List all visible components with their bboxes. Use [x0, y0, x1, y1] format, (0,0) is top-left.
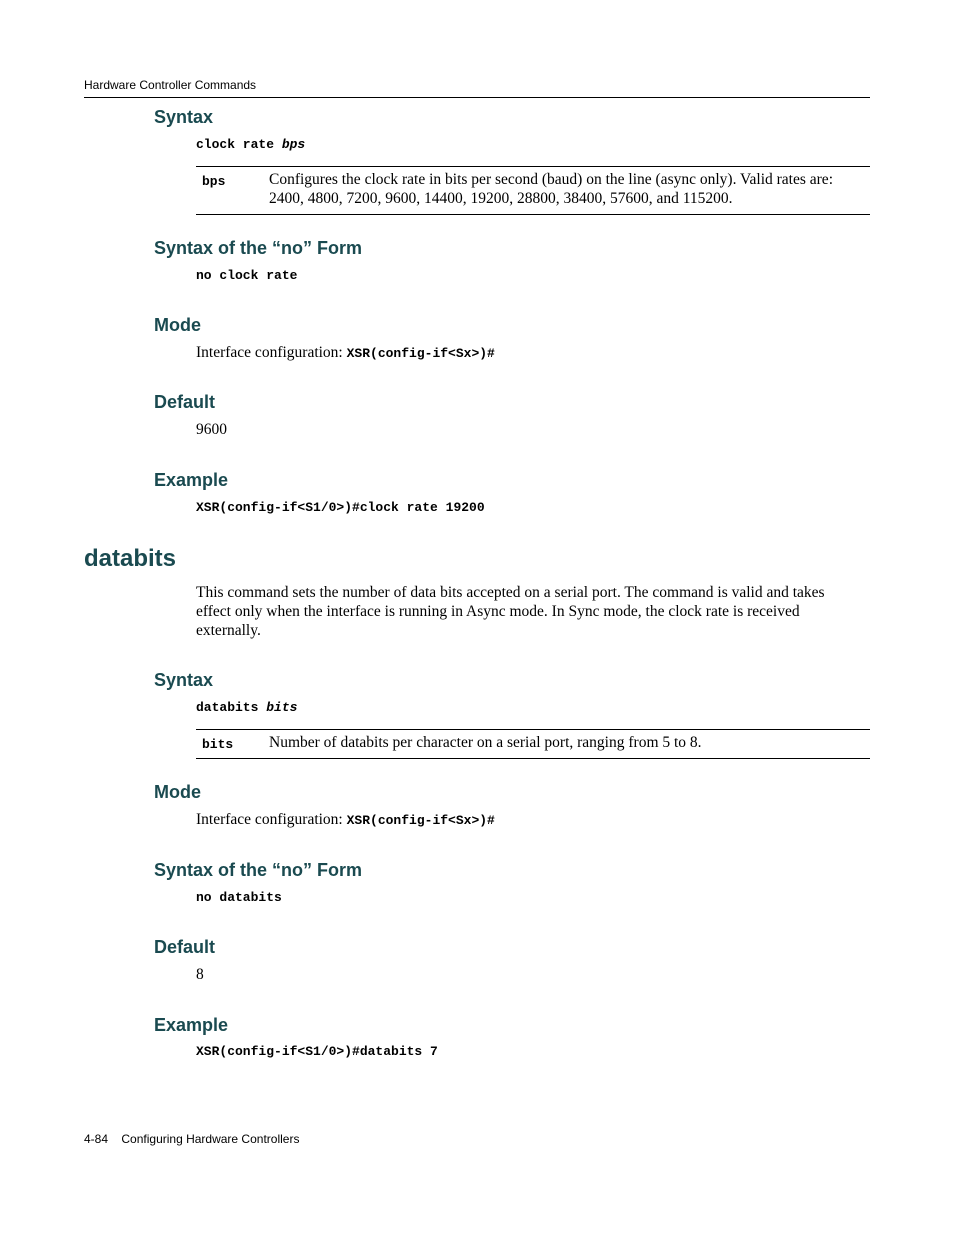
- example-heading: Example: [154, 1015, 229, 1035]
- mode-heading: Mode: [154, 315, 201, 335]
- no-form-heading: Syntax of the “no” Form: [154, 238, 363, 258]
- example-heading: Example: [154, 470, 229, 490]
- mode-heading: Mode: [154, 782, 201, 802]
- footer-section: Configuring Hardware Controllers: [121, 1132, 300, 1146]
- page-number: 4-84: [84, 1132, 109, 1146]
- mode-prompt: XSR(config-if<Sx>)#: [346, 813, 495, 828]
- default-value: 8: [196, 966, 204, 983]
- default-heading: Default: [154, 937, 216, 957]
- parameter-name: bps: [202, 174, 226, 189]
- syntax-command-text: databits: [196, 700, 259, 715]
- syntax-heading: Syntax: [154, 670, 214, 690]
- mode-prompt: XSR(config-if<Sx>)#: [346, 346, 495, 361]
- syntax-command-text: clock rate: [196, 137, 275, 152]
- no-form-heading: Syntax of the “no” Form: [154, 860, 363, 880]
- syntax-heading: Syntax: [154, 107, 214, 127]
- example-command: XSR(config-if<S1/0>)#clock rate 19200: [196, 500, 485, 515]
- section-description: This command sets the number of data bits accepted on a serial port. The command is valid and takes effect only when the interface is running in Async mode. In Sync mode, the clock rate is received externally.: [196, 584, 825, 639]
- no-form-command: no clock rate: [196, 268, 298, 283]
- default-heading: Default: [154, 392, 216, 412]
- mode-text: [196, 343, 495, 363]
- running-header: [84, 78, 870, 98]
- running-header-title: Hardware Controller Commands: [84, 78, 257, 92]
- syntax-command: [196, 700, 297, 715]
- parameter-name: bits: [202, 737, 234, 752]
- mode-label: Interface configuration:: [196, 811, 347, 828]
- running-footer: [84, 1132, 299, 1146]
- syntax-argument: bits: [266, 700, 298, 715]
- parameter-table: [196, 166, 870, 215]
- parameter-description: Number of databits per character on a serial port, ranging from 5 to 8.: [269, 734, 702, 751]
- syntax-argument: bps: [281, 137, 306, 152]
- no-form-command: no databits: [196, 890, 282, 905]
- mode-label: Interface configuration:: [196, 344, 347, 361]
- syntax-command: [196, 137, 305, 152]
- parameter-description: Configures the clock rate in bits per second (baud) on the line (async only). Valid rates are: 2400, 4800, 7200, 9600, 14400, 19200, 28800, 38400, 57600, and 115200.: [269, 171, 833, 207]
- mode-text: [196, 810, 495, 830]
- parameter-table: [196, 729, 870, 759]
- default-value: 9600: [196, 421, 227, 438]
- example-command: XSR(config-if<S1/0>)#databits 7: [196, 1044, 438, 1059]
- section-title: databits: [84, 545, 177, 572]
